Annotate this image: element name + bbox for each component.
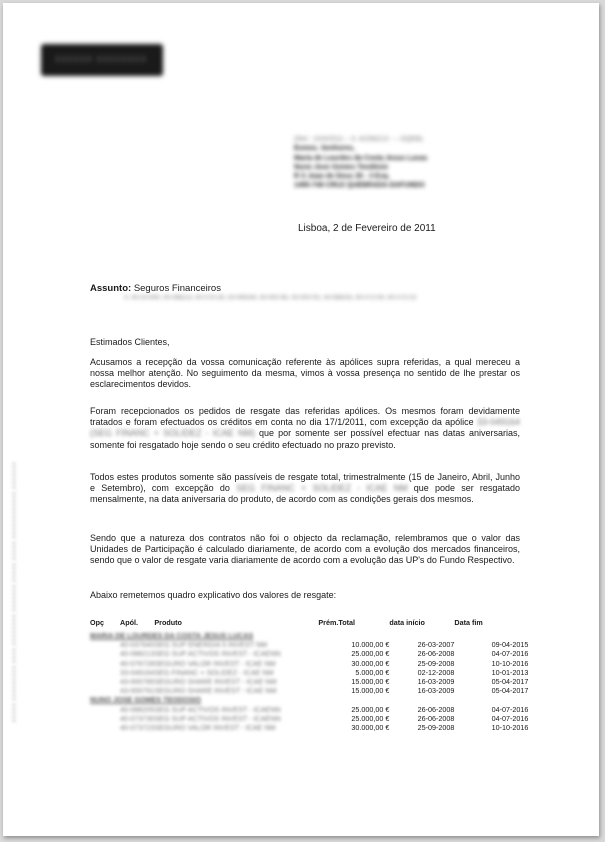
table-row — [90, 705, 528, 714]
cell-premio: 10.000,00 € — [351, 640, 390, 650]
table-header-row — [90, 618, 528, 631]
cell-inicio: 26-06-2008 — [417, 704, 455, 714]
group-name: NUNO JOSE GOMES TEODOSIO — [90, 695, 202, 705]
cell-produto: SEG SUP ACTIVOS INVEST - ICAENN — [154, 704, 281, 714]
letter-page — [3, 3, 599, 836]
cell-premio: 30.000,00 € — [351, 658, 390, 668]
address-line: 1495-748 CRUZ QUEBRADA-DAFUNDO — [294, 182, 425, 190]
cell-opc — [90, 723, 120, 732]
table-row — [90, 686, 528, 695]
table-row — [90, 677, 528, 686]
cell-produto: SEG SUP ENERGIA 5 INVEST NM — [154, 640, 268, 650]
header-premio: Prém.Total — [318, 618, 355, 627]
cell-produto: SEG SUP ACTIVOS INVEST - ICAENN — [154, 649, 281, 659]
cell-opc — [90, 686, 120, 695]
cell-fim: 10-10-2016 — [491, 658, 529, 668]
header-fim: Data fim — [454, 618, 483, 627]
cell-apol: 40-088213 — [120, 649, 155, 659]
logo-text: XXXXXX XXXXXXXX — [55, 55, 147, 64]
table-row — [90, 659, 528, 668]
cell-inicio: 16-03-2009 — [417, 686, 455, 696]
address-line: Maria de Lourdes da Costa Jesus Lucas — [294, 154, 428, 162]
cell-produto: SEGURO SHARE INVEST - ICAE NM — [154, 677, 277, 687]
subject-line — [90, 283, 221, 294]
cell-fim: 10-01-2013 — [491, 667, 529, 677]
header-inicio: data início — [389, 618, 425, 627]
subject-label: Assunto: — [90, 283, 132, 294]
cell-apol: 40-073730 — [120, 713, 155, 723]
cell-opc — [90, 705, 120, 714]
header-produto: Produto — [154, 618, 182, 627]
cell-opc — [90, 640, 120, 649]
table-row — [90, 640, 528, 649]
cell-opc — [90, 649, 120, 658]
cell-fim: 05-04-2017 — [491, 677, 529, 687]
company-logo — [41, 44, 163, 76]
cell-inicio: 25-09-2008 — [417, 722, 455, 732]
cell-apol: 43-000785 — [120, 677, 155, 687]
address-line: Exmos. Senhores, — [294, 145, 355, 153]
recipient-address — [294, 135, 427, 191]
cell-premio: 25.000,00 € — [351, 713, 390, 723]
redacted-product: SEG FINANC + SOLIDEZ - ICAE NM — [236, 483, 408, 494]
table-row — [90, 668, 528, 677]
cell-premio: 15.000,00 € — [351, 686, 390, 696]
redacted-policy: 33-049164 (SEG FINANC + SOLIDEZ - ICAE NM) — [90, 417, 520, 439]
cell-fim: 10-10-2016 — [491, 722, 529, 732]
paragraph-5: Abaixo remetemos quadro explicativo dos valores de resgate: — [90, 590, 337, 600]
letter-date: Lisboa, 2 de Fevereiro de 2011 — [298, 223, 436, 234]
paragraph-3-text-b: que pode ser resgatado mensalmente, na data aniversaria do produto, de acordo com as condições gerais dos mesmos. — [90, 483, 520, 505]
paragraph-2-text-b: que por somente ser possível efectuar nas datas aniversarias, somente foi resgatado hoje sendo o seu crédito efectuado no prazo previsto. — [90, 428, 520, 450]
cell-apol: 40-073723 — [120, 722, 155, 732]
cell-fim: 04-07-2016 — [491, 704, 529, 714]
cell-opc — [90, 714, 120, 723]
cell-apol: 40-037640 — [120, 640, 155, 650]
margin-legal-text: XXXXX XXXXXXXXX XXXX XXXXXXXX XXXXXXX XXXXX XXXXX XXXXXXXXXXXX XXXXXXX — [12, 461, 18, 723]
cell-inicio: 26-06-2008 — [417, 649, 455, 659]
cell-opc — [90, 668, 120, 677]
paragraph-2-text-a: Foram recepcionados os pedidos de resgate das referidas apólices. Os mesmos foram devidamente tratados e foram efectuados os créditos em conta no dia 17/1/2011, com excepção da apólice — [90, 406, 520, 428]
cell-inicio: 26-06-2008 — [417, 713, 455, 723]
cell-produto: SEG FINANC + SOLIDEZ - ICAE NM — [154, 667, 274, 677]
cell-fim: 04-07-2016 — [491, 649, 529, 659]
paragraph-3 — [90, 472, 520, 506]
table-row — [90, 723, 528, 732]
table-row — [90, 714, 528, 723]
paragraph-3-text-a: Todos estes produtos somente são passíveis de resgate total, trimestralmente (15 de Janeiro, Abril, Junho e Setembro), com excepção do — [90, 472, 520, 494]
cell-premio: 5.000,00 € — [355, 667, 390, 677]
cell-apol: 40-088205 — [120, 704, 155, 714]
table-row — [90, 649, 528, 658]
cell-premio: 25.000,00 € — [351, 704, 390, 714]
cell-inicio: 02-12-2008 — [417, 667, 455, 677]
paragraph-2 — [90, 406, 520, 451]
subject-text: Seguros Financeiros — [133, 283, 221, 294]
address-line: R S Joao de Deus 35 - 3 Esq. — [294, 173, 390, 181]
reference-line: (Ref.: 10/3/2011 – 0. 6/256213 - – DQEB) — [294, 136, 423, 143]
cell-apol: 33-049164 — [120, 667, 155, 677]
paragraph-4: Sendo que a natureza dos contratos não foi o objecto da reclamação, relembramos que o valor das Unidades de Participação é calculado diariamente, de acordo com a evolução dos mercados financeiros, sendo que o valor de resgate varia diariamente de acordo com a evolução das UP's do Fundo Respectivo. — [90, 533, 520, 566]
header-opc: Opç — [90, 618, 104, 627]
table-group-row — [90, 631, 528, 640]
paragraph-1: Acusamos a recepção da vossa comunicação referente às apólices supra referidas, a qual mereceu a nossa melhor atenção. No seguimento da mesma, vimos à vossa presença no sentido de lhe prestar os esclarecimentos devidos. — [90, 357, 520, 390]
cell-apol: 40-076728 — [120, 658, 155, 668]
cell-fim: 05-04-2017 — [491, 686, 529, 696]
cell-inicio: 26-03-2007 — [417, 640, 455, 650]
cell-inicio: 25-09-2008 — [417, 658, 455, 668]
cell-premio: 15.000,00 € — [351, 677, 390, 687]
cell-apol: 43-000791 — [120, 686, 155, 696]
address-line: Nuno Jose Gomes Teodósio — [294, 163, 388, 171]
redemption-table — [90, 618, 528, 732]
cell-opc — [90, 677, 120, 686]
cell-produto: SEGURO SHARE INVEST - ICAE NM — [154, 686, 277, 696]
cell-fim: 04-07-2016 — [491, 713, 529, 723]
salutation: Estimados Clientes, — [90, 337, 170, 347]
cell-opc — [90, 659, 120, 668]
policy-numbers: A. 40-037640, 40-088213, 40-076728, 33-049164, 43-000785, 43-000791, 43-088205, 40-073730, 40-073723 — [124, 295, 417, 301]
table-group-row — [90, 695, 528, 704]
header-apol: Apól. — [120, 618, 138, 627]
table-body — [90, 631, 528, 732]
cell-premio: 30.000,00 € — [351, 722, 390, 732]
cell-fim: 09-04-2015 — [491, 640, 529, 650]
cell-produto: SEG SUP ACTIVOS INVEST - ICAENN — [154, 713, 281, 723]
cell-inicio: 16-03-2009 — [417, 677, 455, 687]
cell-produto: SEGURO VALOR INVEST - ICAE NM — [154, 722, 276, 732]
group-name: MARIA DE LOURDES DA COSTA JESUS LUCAS — [90, 631, 254, 641]
cell-produto: SEGURO VALOR INVEST - ICAE NM — [154, 658, 276, 668]
cell-premio: 25.000,00 € — [351, 649, 390, 659]
